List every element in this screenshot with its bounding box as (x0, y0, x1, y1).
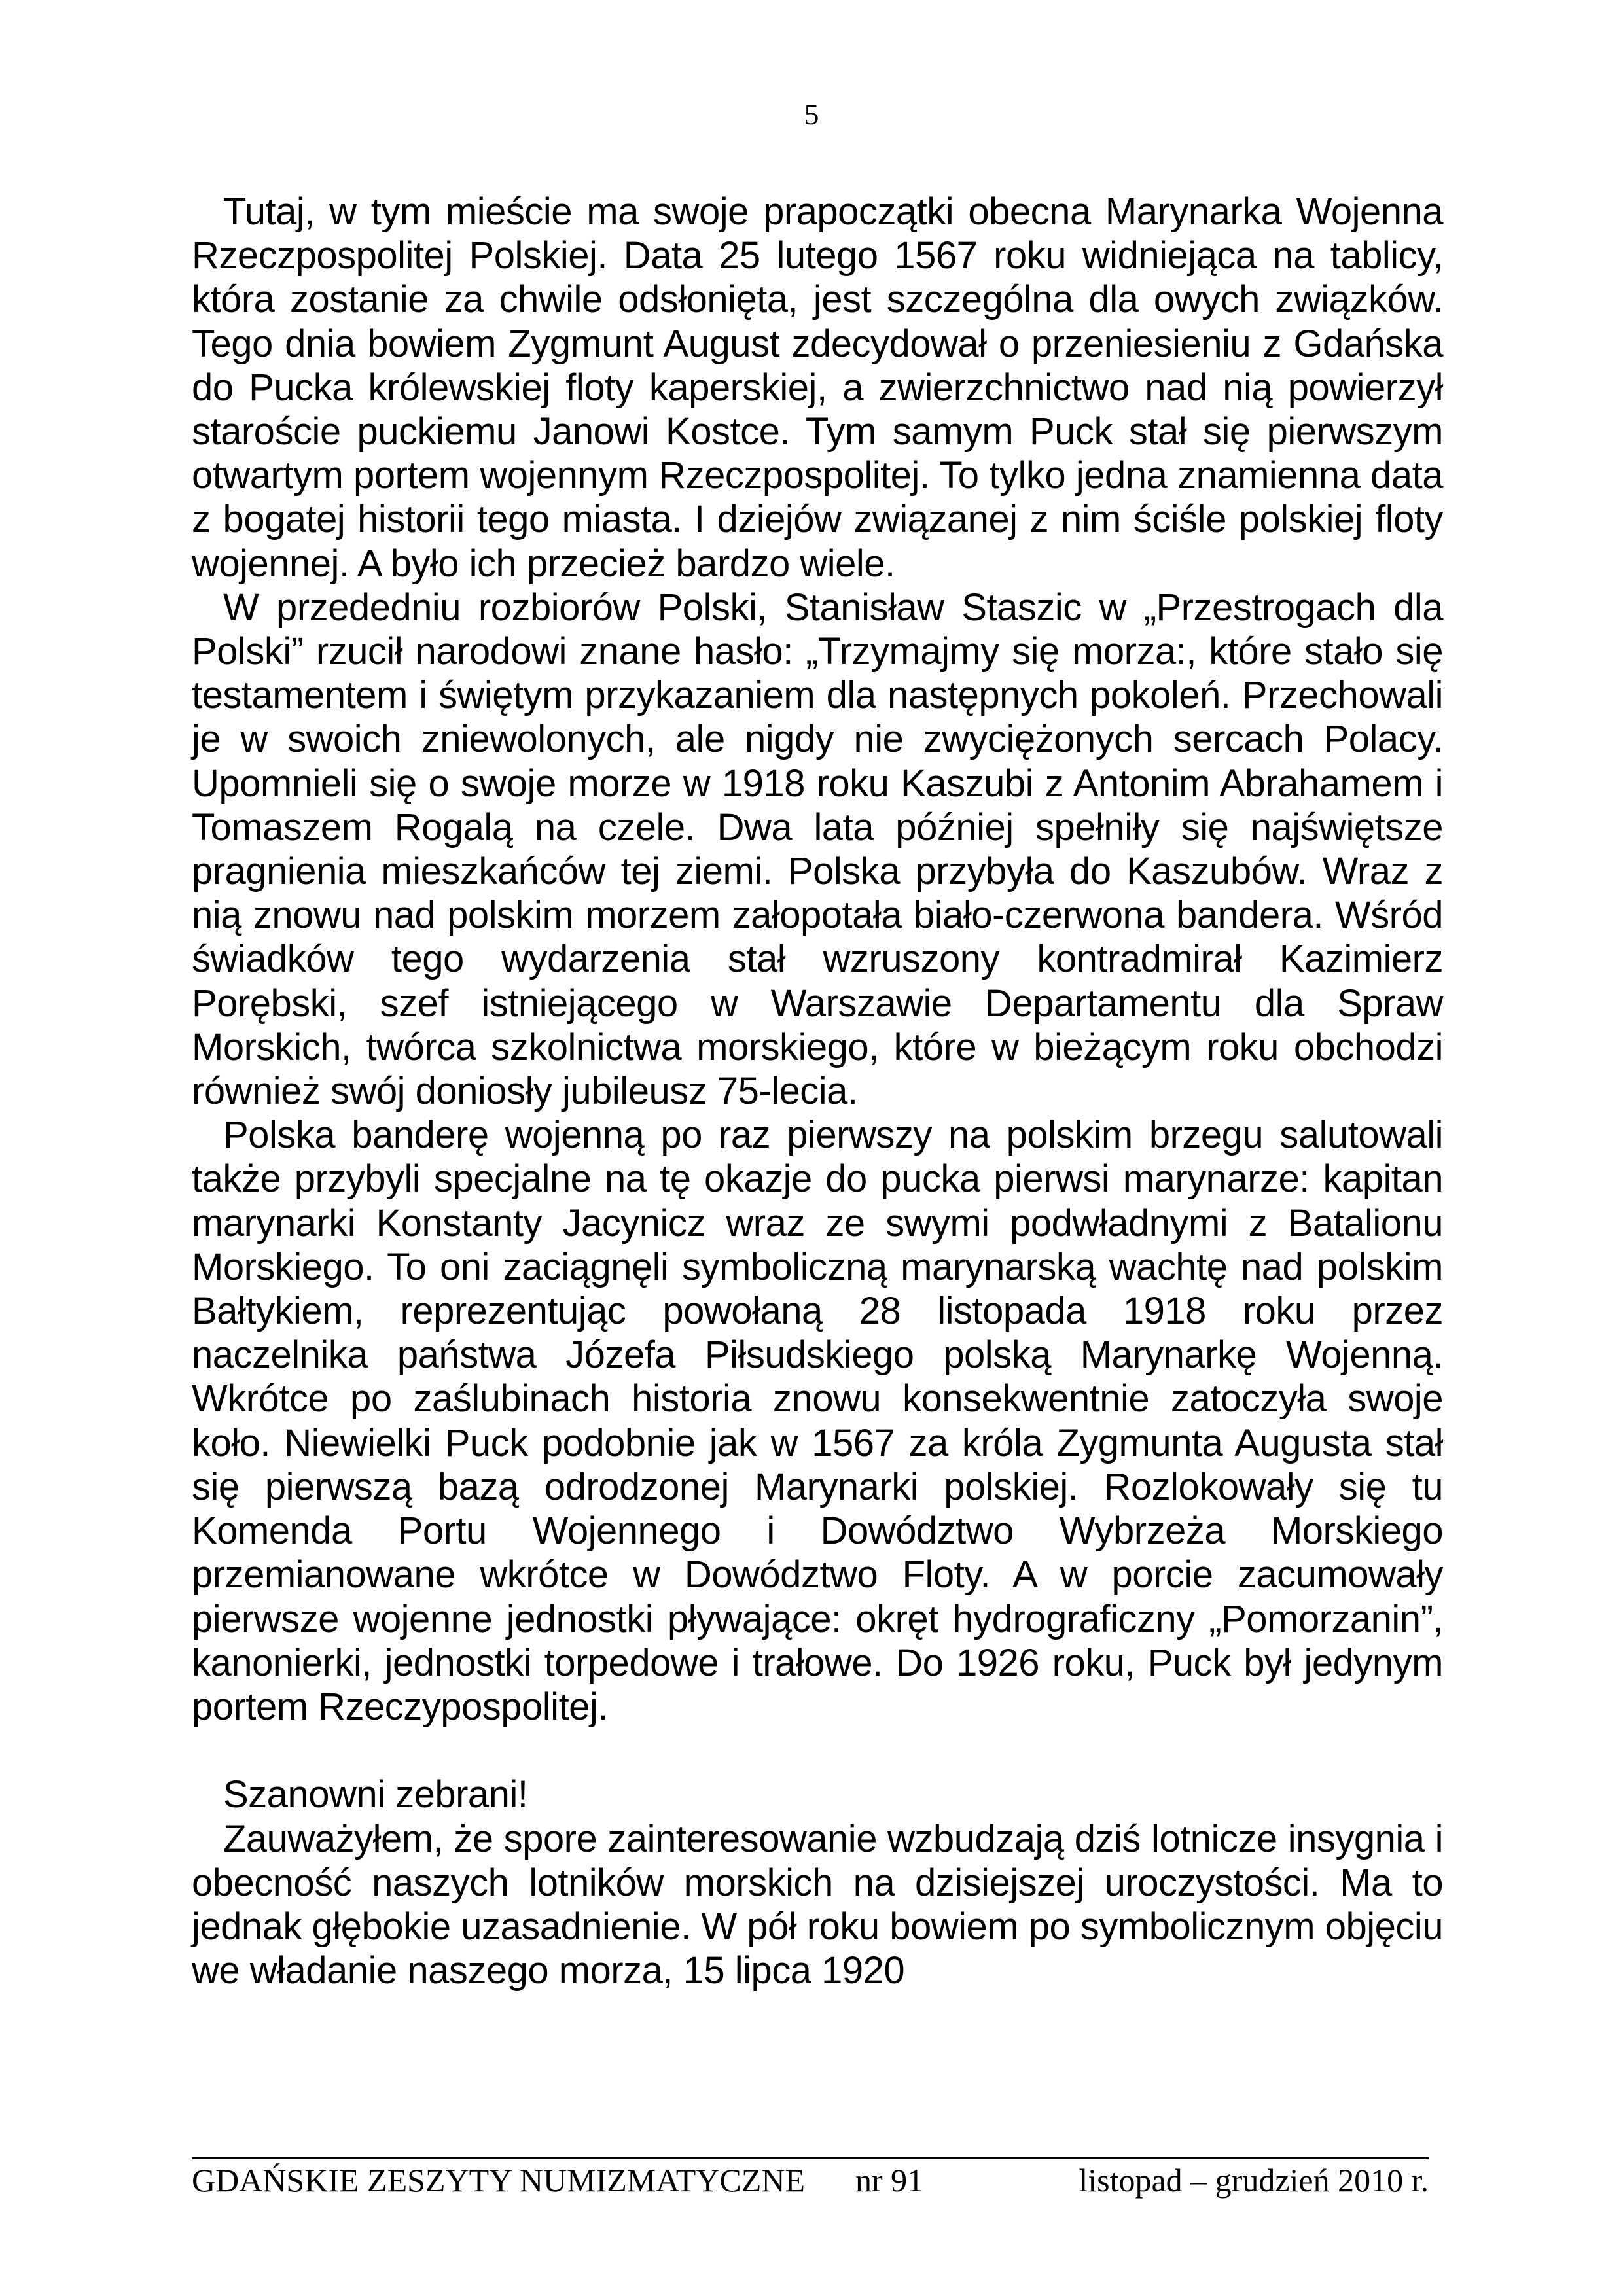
paragraph-first-sailors: Polska banderę wojenną po raz pierwszy na polskim brzegu salutowali także przybyli specjalne na tę okazje do pucka pierwsi marynarze: kapitan marynarki Konstanty Jacynicz wraz ze swymi podwładnymi z Batalionu Morskiego. To oni zaciągnęli symboliczną marynarską wachtę nad polskim Bałtykiem, reprezentując powołaną 28 listopada 1918 roku przez naczelnika państwa Józefa Piłsudskiego polską Marynarkę Wojenną. Wkrótce po zaślubinach historia znowu konsekwentnie zatoczyła swoje koło. Niewielki Puck podobnie jak w 1567 za króla Zygmunta Augusta stał się pierwszą bazą odrodzonej Marynarki polskiej. Rozlokowały się tu Komenda Portu Wojennego i Dowództwo Wybrzeża Morskiego przemianowane wkrótce w Dowództwo Floty. A w porcie zacumowały pierwsze wojenne jednostki pływające: okręt hydrograficzny „Pomorzanin”, kanonierki, jednostki torpedowe i trałowe. Do 1926 roku, Puck był jedynym portem Rzeczypospolitej. (192, 1114, 1443, 1728)
paragraph-spacer (192, 1729, 1443, 1773)
paragraph-naval-aviation: Zauważyłem, że spore zainteresowanie wzbudzają dziś lotnicze insygnia i obecność naszych lotników morskich na dzisiejszej uroczystości. Ma to jednak głębokie uzasadnienie. W pół roku bowiem po symbolicznym objęciu we władanie naszego morza, 15 lipca 1920 (192, 1817, 1443, 1992)
footer-divider (192, 2157, 1429, 2159)
page-footer (192, 2163, 1429, 2197)
article-body (192, 190, 1443, 1992)
paragraph-salutation: Szanowni zebrani! (223, 1773, 528, 1816)
paragraph-staszic: W przededniu rozbiorów Polski, Stanisław Staszic w „Przestrogach dla Polski” rzucił narodowi znane hasło: „Trzymajmy się morza:, które stało się testamentem i świętym przykazaniem dla następnych pokoleń. Przechowali je w swoich zniewolonych, ale nigdy nie zwyciężonych sercach Polacy. Upomnieli się o swoje morze w 1918 roku Kaszubi z Antonim Abrahamem i Tomaszem Rogalą na czele. Dwa lata później spełniły się najświętsze pragnienia mieszkańców tej ziemi. Polska przybyła do Kaszubów. Wraz z nią znowu nad polskim morzem załopotała biało-czerwona bandera. Wśród świadków tego wydarzenia stał wzruszony kontradmirał Kazimierz Porębski, szef istniejącego w Warszawie Departamentu dla Spraw Morskich, twórca szkolnictwa morskiego, które w bieżącym roku obchodzi również swój doniosły jubileusz 75-lecia. (192, 586, 1443, 1113)
footer-issue-date: listopad – grudzień 2010 r. (1079, 2162, 1429, 2199)
page-number: 5 (804, 97, 819, 131)
footer-journal-title: GDAŃSKIE ZESZYTY NUMIZMATYCZNE (192, 2162, 805, 2199)
footer-issue-number: nr 91 (855, 2162, 924, 2199)
paragraph-puck-origins: Tutaj, w tym mieście ma swoje prapoczątki obecna Marynarka Wojenna Rzeczpospolitej Polskiej. Data 25 lutego 1567 roku widniejąca na tablicy, która zostanie za chwile odsłonięta, jest szczególna dla owych związków. Tego dnia bowiem Zygmunt August zdecydował o przeniesieniu z Gdańska do Pucka królewskiej floty kaperskiej, a zwierzchnictwo nad nią powierzył staroście puckiemu Janowi Kostce. Tym samym Puck stał się pierwszym otwartym portem wojennym Rzeczpospolitej. To tylko jedna znamienna data z bogatej historii tego miasta. I dziejów związanej z nim ściśle polskiej floty wojennej. A było ich przecież bardzo wiele. (192, 190, 1443, 585)
